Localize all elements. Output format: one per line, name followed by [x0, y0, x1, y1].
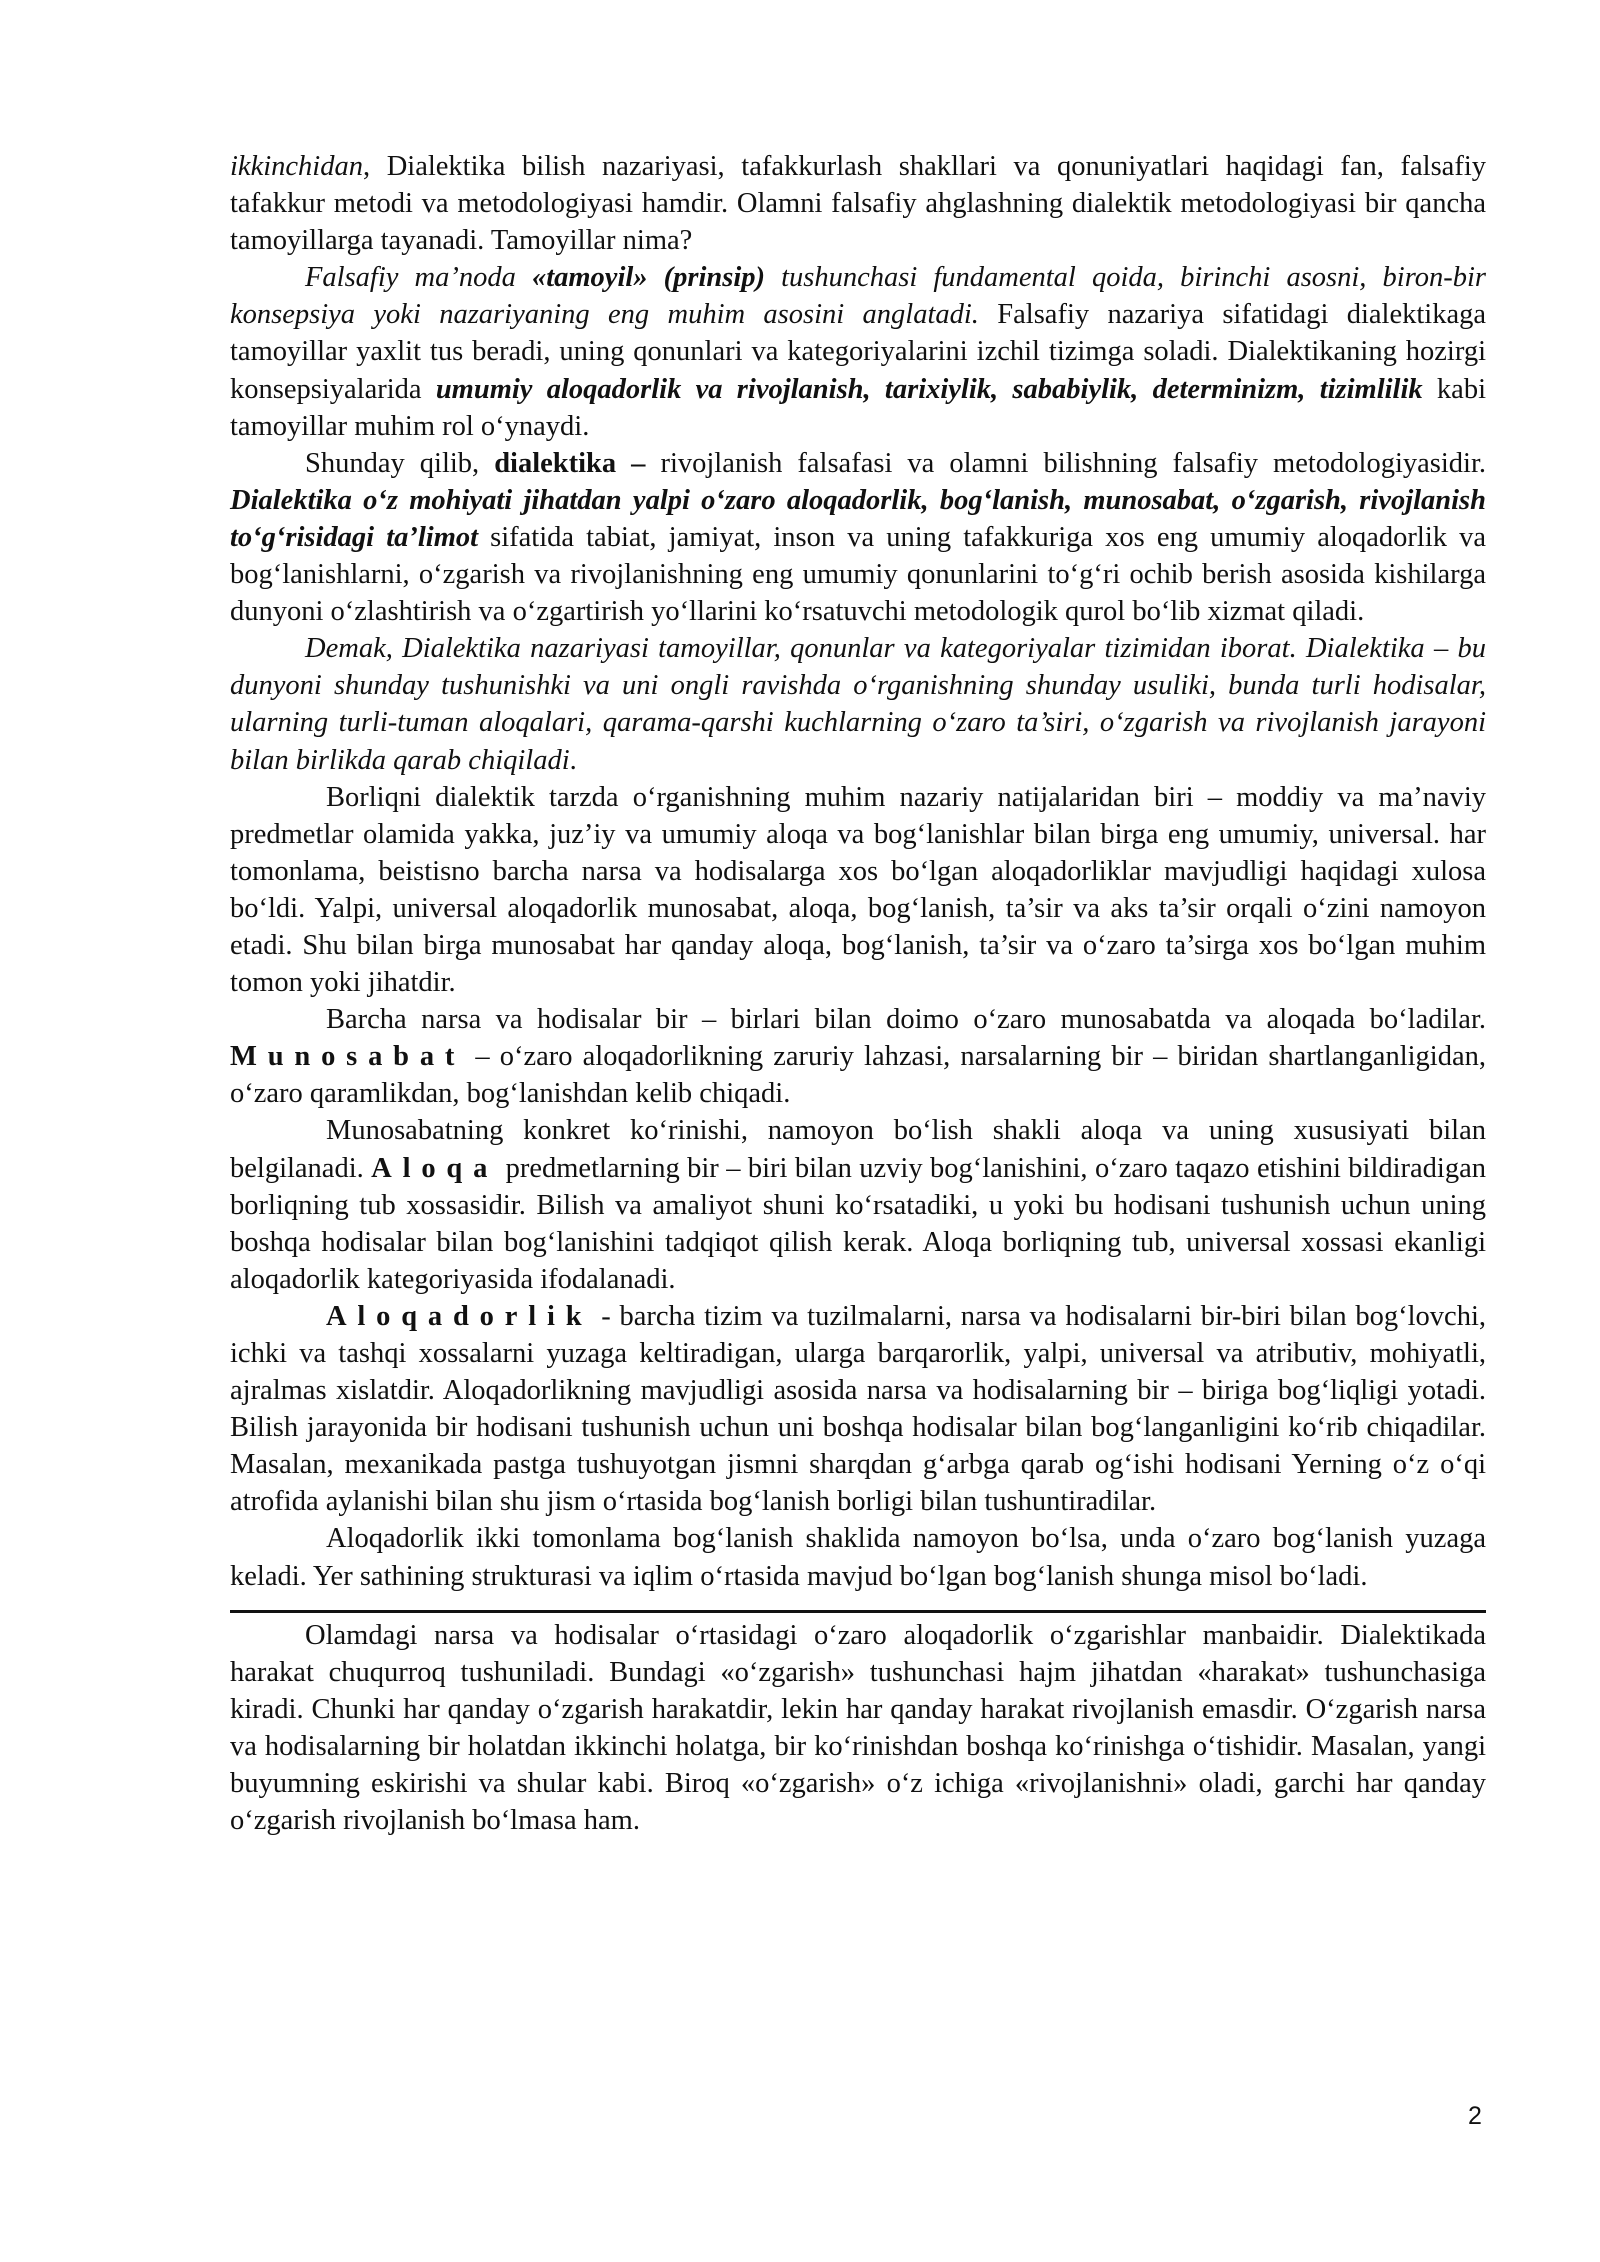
paragraph [230, 259, 1486, 444]
page-number: 2 [1468, 2102, 1482, 2130]
text-run: Shunday qilib, [305, 447, 495, 479]
text-run: sifatida tabiat, jamiyat, inson va uning tafakkuriga xos eng umumiy aloqadorlik va bog‘lanishlarni, o‘zgarish va rivojlanishning eng umumiy qonunlarini to‘g‘ri ochib berish asosida kishilarga dunyoni o‘zlashtirish va o‘zgartirish yo‘llarini ko‘rsatuvchi metodologik qurol bo‘lib xizmat qiladi. [230, 521, 1486, 628]
text-run: Olamdagi narsa va hodisalar o‘rtasidagi o‘zaro aloqadorlik o‘zgarishlar manbaidir. Dialektikada harakat chuqurroq tushuniladi. Bundagi «o‘zgarish» tushunchasi hajm jihatdan «harakat» tushunchasiga kiradi. Chunki har qanday o‘zgarish harakatdir, lekin har qanday harakat rivojlanish emasdir. O‘zgarish narsa va hodisalarning bir holatdan ikkinchi holatga, bir ko‘rinishdan boshqa ko‘rinishga o‘tishidir. Masalan, yangi buyumning eskirishi va shular kabi. Biroq «o‘zgarish» o‘z ichiga «rivojlanishni» oladi, garchi har qanday o‘zgarish rivojlanish bo‘lmasa ham. [230, 1619, 1486, 1837]
emphasized-text: Aloqa [371, 1152, 499, 1184]
paragraph [230, 148, 1486, 259]
emphasized-text: dialektika – [494, 447, 646, 479]
paragraph [230, 1298, 1486, 1521]
horizontal-rule [230, 1610, 1486, 1613]
emphasized-text: «tamoyil» (prinsip) [531, 262, 765, 294]
paragraph [230, 1001, 1486, 1112]
text-run: Munosabatning konkret ko‘rinishi, namoyon bo‘lish shakli aloqa va uning xususiyati bilan belgilanadi. [230, 1115, 1486, 1184]
paragraph [230, 445, 1486, 630]
text-run: rivojlanish falsafasi va olamni bilishning falsafiy metodologiyasidir. [645, 447, 1486, 479]
paragraph [230, 1520, 1486, 1594]
emphasized-text: Demak, Dialektika nazariyasi tamoyillar, qonunlar va kategoriyalar tizimidan iborat. Dialektika – bu dunyoni shunday tushunishki va uni ongli ravishda o‘rganishning shunday usuliki, bunda turli hodisalar, ularning turli-tuman aloqalari, qarama-qarshi kuchlarning o‘zaro ta’siri, o‘zgarish va rivojlanish jarayoni bilan birlikda qarab chiqiladi [230, 633, 1486, 776]
text-run: . [569, 744, 577, 776]
paragraph [230, 779, 1486, 1002]
text-run: , Dialektika bilish nazariyasi, tafakkurlash shakllari va qonuniyatlari haqidagi fan, falsafiy tafakkur metodi va metodologiyasi hamdir. Olamni falsafiy ahglashning dialektik metodologiyasi bir qancha tamoyillarga tayanadi. Tamoyillar nima? [230, 151, 1486, 257]
paragraph [230, 1112, 1486, 1297]
text-run: predmetlarning bir – biri bilan uzviy bog‘lanishini, o‘zaro taqazo etishini bildiradigan borliqning tub xossasidir. Bilish va amaliyot shuni ko‘rsatadiki, u yoki bu hodisani tushunish uchun uning boshqa hodisalar bilan bog‘lanishini tadqiqot qilish kerak. Aloqa borliqning tub, universal xossasi ekanligi aloqadorlik kategoriyasida ifodalanadi. [230, 1152, 1486, 1295]
text-run: Borliqni dialektik tarzda o‘rganishning muhim nazariy natijalaridan biri – moddiy va ma’naviy predmetlar olamida yakka, juz’iy va umumiy aloqa va bog‘lanishlar bilan birga eng umumiy, universal. har tomonlama, beistisno barcha narsa va hodisalarga xos bo‘lgan aloqadorliklar mavjudligi haqidagi xulosa bo‘ldi. Yalpi, universal aloqadorlik munosabat, aloqa, bog‘lanish, ta’sir va aks ta’sir orqali o‘zini namoyon etadi. Shu bilan birga munosabat har qanday aloqa, bog‘lanish, ta’sir va o‘zaro ta’sirga xos bo‘lgan muhim tomon yoki jihatdir. [230, 781, 1486, 999]
emphasized-text: Munosabat [230, 1041, 466, 1073]
paragraph [230, 1617, 1486, 1840]
text-run: - barcha tizim va tuzilmalarni, narsa va hodisalarni bir-biri bilan bog‘lovchi, ichki va tashqi xossalarni yuzaga keltiradigan, ularga barqarorlik, yalpi, universal va atributiv, mohiyatli, ajralmas xislatdir. Aloqadorlikning mavjudligi asosida narsa va hodisalarning bir – biriga bog‘liqligi yotadi. Bilish jarayonida bir hodisani tushunish uchun uni boshqa hodisalar bilan bog‘langanligini ko‘rib chiqadilar. Masalan, mexanikada pastga tushuyotgan jismni sharqdan g‘arbga qarab og‘ishi hodisani Yerning o‘z o‘qi atrofida aylanishi bilan shu jism o‘rtasida bog‘lanish borligi bilan tushuntiradilar. [230, 1300, 1486, 1518]
paragraph [230, 630, 1486, 778]
emphasized-text: umumiy aloqadorlik va rivojlanish, tarixiylik, sababiylik, determinizm, tizimlilik [435, 373, 1423, 405]
emphasized-text: Dialektika o‘z mohiyati jihatdan yalpi o‘zaro aloqadorlik, bog‘lanish, munosabat, o‘zgarish, rivojlanish to‘g‘risidagi ta’limot [230, 484, 1486, 553]
text-run: kabi tamoyillar muhim rol o‘ynaydi. [230, 373, 1486, 442]
text-run: Aloqadorlik ikki tomonlama bog‘lanish shaklida namoyon bo‘lsa, unda o‘zaro bog‘lanish yuzaga keladi. Yer sathining strukturasi va iqlim o‘rtasida mavjud bo‘lgan bog‘lanish shunga misol bo‘ladi. [230, 1523, 1486, 1592]
emphasized-text: Aloqadorlik [326, 1300, 593, 1332]
text-run: Falsafiy nazariya sifatidagi dialektikaga tamoyillar yaxlit tus beradi, uning qonunlari va kategoriyalarini izchil tizimga soladi. Dialektikaning hozirgi konsepsiyalarida [230, 299, 1486, 405]
emphasized-text: Falsafiy ma’noda [305, 262, 532, 294]
document-body [230, 148, 1486, 1839]
text-run: Barcha narsa va hodisalar bir – birlari bilan doimo o‘zaro munosabatda va aloqada bo‘ladilar. [326, 1004, 1486, 1036]
emphasized-text: ikkinchidan [230, 151, 363, 182]
emphasized-text: tushunchasi fundamental qoida, birinchi asosni, biron-bir konsepsiya yoki nazariyaning eng muhim asosini anglatadi. [230, 262, 1486, 331]
text-run: – o‘zaro aloqadorlikning zaruriy lahzasi, narsalarning bir – biridan shartlanganligidan, o‘zaro qaramlikdan, bog‘lanishdan kelib chiqadi. [230, 1041, 1486, 1110]
